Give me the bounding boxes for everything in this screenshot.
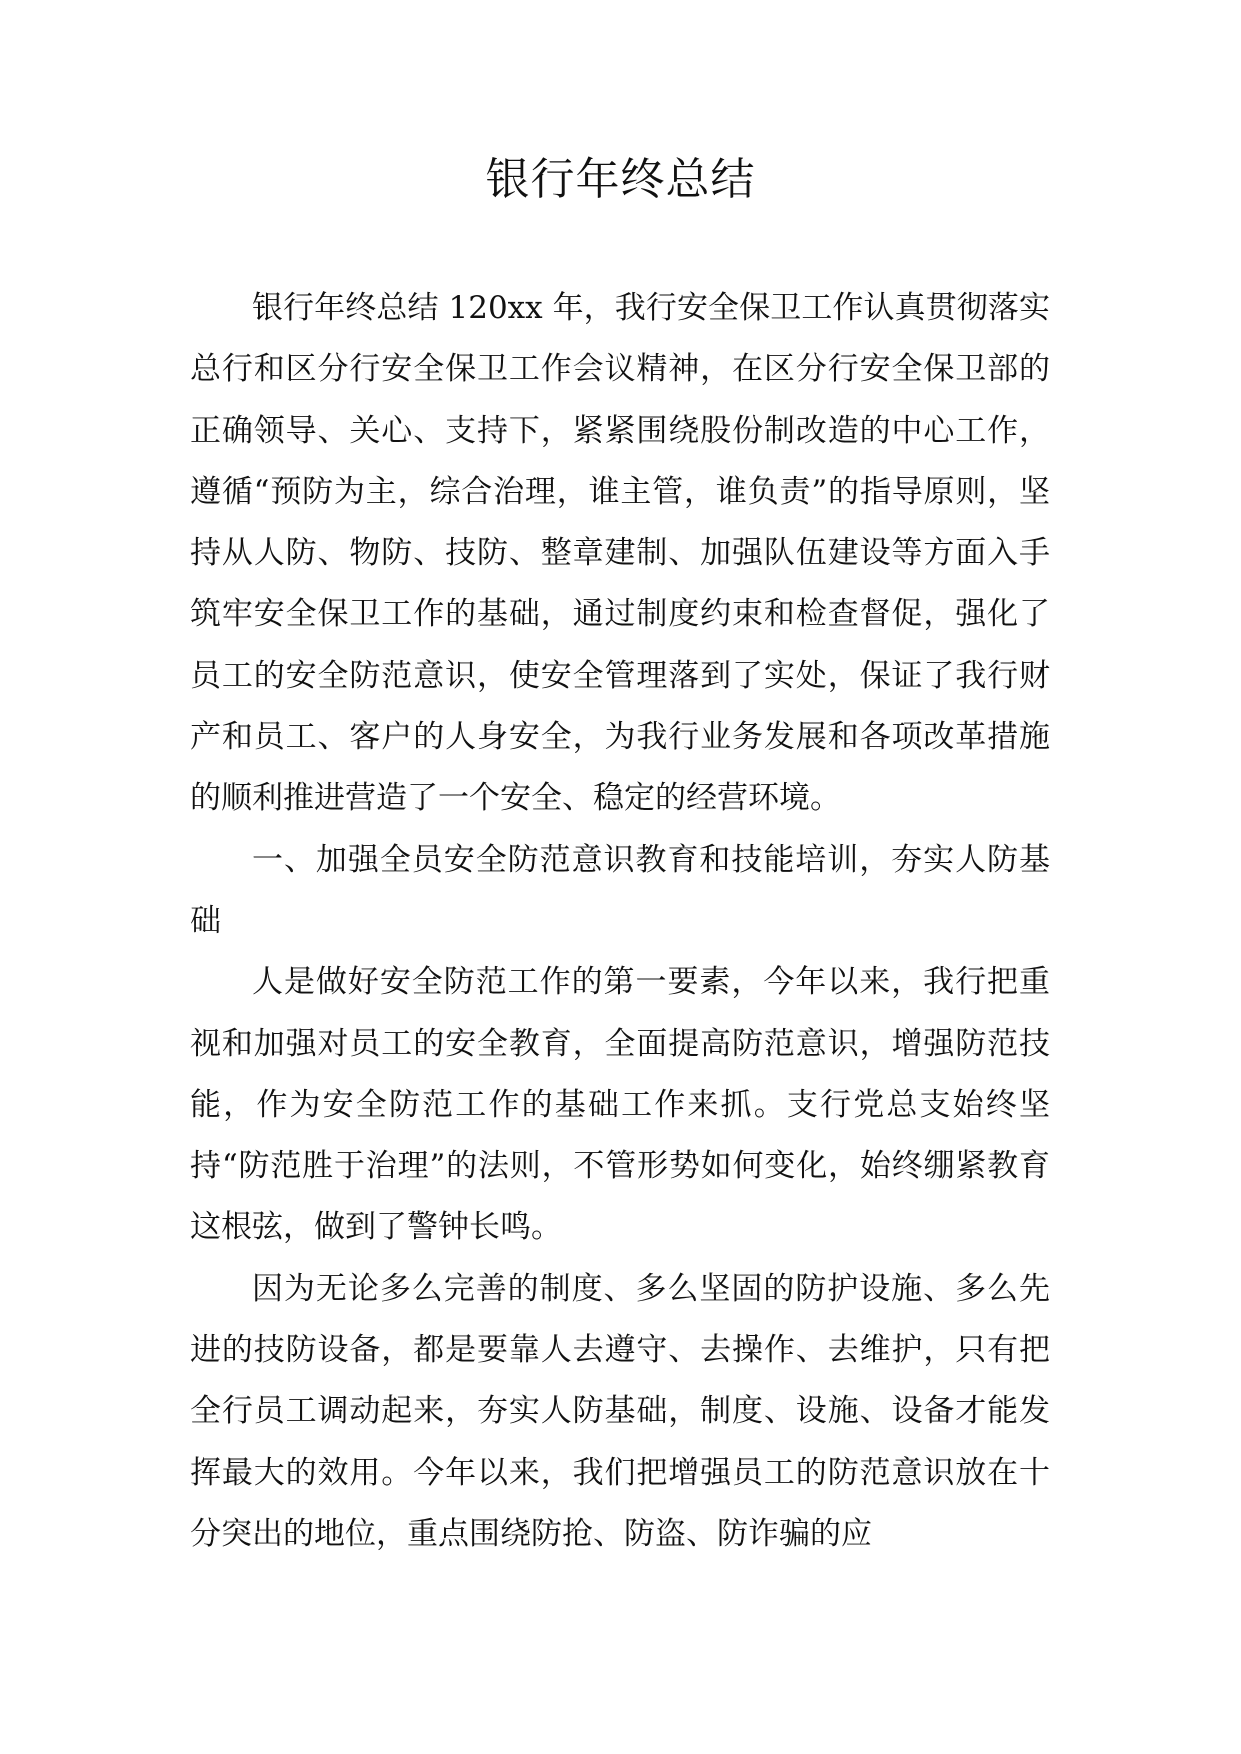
paragraph-intro: 银行年终总结 120xx 年，我行安全保卫工作认真贯彻落实总行和区分行安全保卫工作会议精神，在区分行安全保卫部的正确领导、关心、支持下，紧紧围绕股份制改造的中心工作，遵循“预防为主，综合治理，谁主管，谁负责”的指导原则，坚持从人防、物防、技防、整章建制、加强队伍建设等方面入手筑牢安全保卫工作的基础，通过制度约束和检查督促，强化了员工的安全防范意识，使安全管理落到了实处，保证了我行财产和员工、客户的人身安全，为我行业务发展和各项改革措施的顺利推进营造了一个安全、稳定的经营环境。 <box>190 290 1050 817</box>
document-title: 银行年终总结 <box>485 154 756 205</box>
section-heading-1: 一、加强全员安全防范意识教育和技能培训，夯实人防基础 <box>190 841 1050 939</box>
document-body <box>190 278 1050 1565</box>
paragraph-3: 因为无论多么完善的制度、多么坚固的防护设施、多么先进的技防设备，都是要靠人去遵守、去操作、去维护，只有把全行员工调动起来，夯实人防基础，制度、设施、设备才能发挥最大的效用。今年以来，我们把增强员工的防范意识放在十分突出的地位，重点围绕防抢、防盗、防诈骗的应 <box>190 1270 1050 1552</box>
paragraph-2: 人是做好安全防范工作的第一要素，今年以来，我行把重视和加强对员工的安全教育，全面提高防范意识，增强防范技能，作为安全防范工作的基础工作来抓。支行党总支始终坚持“防范胜于治理”的法则，不管形势如何变化，始终绷紧教育这根弦，做到了警钟长鸣。 <box>190 964 1050 1246</box>
